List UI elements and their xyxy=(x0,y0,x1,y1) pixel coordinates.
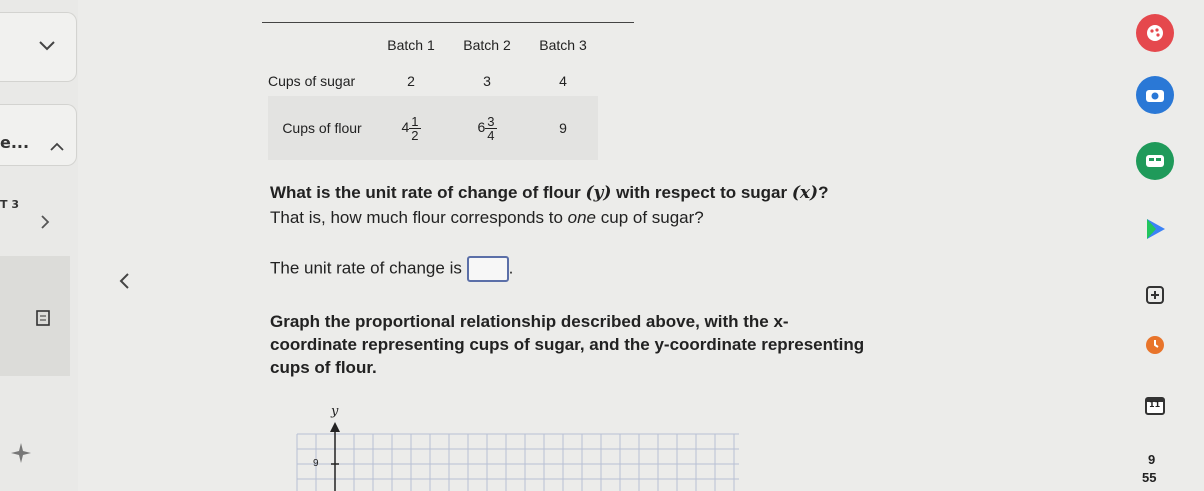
rail-number-55: 55 xyxy=(1142,470,1157,485)
y-axis-label: y xyxy=(331,404,339,419)
graph-prompt-line: cups of flour. xyxy=(270,358,377,377)
table-top-rule xyxy=(262,22,634,23)
document-edit-icon[interactable] xyxy=(36,310,50,330)
palette-icon[interactable] xyxy=(1136,14,1174,52)
chevron-up-icon[interactable] xyxy=(50,137,64,156)
left-card-dropdown[interactable] xyxy=(0,12,77,82)
table-cell: 9 xyxy=(559,120,567,136)
y-axis-arrow-icon xyxy=(330,422,340,432)
fraction-numerator: 1 xyxy=(411,113,419,129)
collapse-panel-chevron-left-icon[interactable] xyxy=(118,272,130,294)
play-icon[interactable] xyxy=(1136,210,1174,248)
unit-rate-answer-input[interactable] xyxy=(467,256,509,282)
question-text: That is, how much flour corresponds to xyxy=(270,208,568,227)
answer-period: . xyxy=(508,258,514,278)
sparkle-icon xyxy=(10,442,32,468)
table-header-batch-2: Batch 2 xyxy=(463,37,511,53)
graph-prompt xyxy=(270,310,864,379)
table-cell: 4 xyxy=(559,73,567,89)
answer-prompt: The unit rate of change is xyxy=(270,258,462,278)
table-header-batch-1: Batch 1 xyxy=(387,37,435,53)
batch-table xyxy=(268,24,598,160)
table-row-label: Cups of flour xyxy=(282,120,362,136)
fraction-numerator: 3 xyxy=(487,113,495,129)
table-cell: 3 xyxy=(483,73,491,89)
fraction xyxy=(485,115,496,142)
chevron-right-icon[interactable] xyxy=(40,214,50,233)
left-card-section[interactable] xyxy=(0,104,77,166)
graph-prompt-line: coordinate representing cups of sugar, and the y-coordinate representing xyxy=(270,335,865,354)
question-text: ? xyxy=(818,183,829,202)
rail-number-9: 9 xyxy=(1148,452,1156,467)
table-header-batch-3: Batch 3 xyxy=(539,37,587,53)
emphasis-one: one xyxy=(567,208,597,227)
table-row-sugar xyxy=(268,66,598,96)
table-cell: 2 xyxy=(407,73,415,89)
calendar-day-badge: 11 xyxy=(1149,400,1161,409)
variable-y: (y) xyxy=(585,183,612,203)
coordinate-grid[interactable] xyxy=(295,420,741,491)
answer-line xyxy=(270,256,513,282)
table-cell-mixed-number xyxy=(446,96,528,160)
table-header-empty xyxy=(268,24,376,66)
timer-icon[interactable] xyxy=(1136,326,1174,364)
question-text: What is the unit rate of change of flour xyxy=(270,183,586,202)
right-tool-rail xyxy=(1112,0,1204,491)
mixed-whole: 6 xyxy=(477,118,486,135)
part-label: T 3 xyxy=(0,198,19,211)
fraction-denominator: 4 xyxy=(487,127,495,143)
variable-x: (x) xyxy=(791,183,819,203)
chevron-down-icon[interactable] xyxy=(38,37,56,56)
table-row-flour xyxy=(268,96,598,160)
table-header-row xyxy=(268,24,598,66)
camera-icon[interactable] xyxy=(1136,76,1174,114)
y-tick-label: 9 xyxy=(313,458,319,469)
question-text: cup of sugar? xyxy=(596,208,704,227)
graph-prompt-line: Graph the proportional relationship described above, with the x- xyxy=(270,312,789,331)
left-highlight-card[interactable] xyxy=(0,256,70,376)
question-line-2 xyxy=(270,208,704,228)
keyboard-icon[interactable] xyxy=(1136,142,1174,180)
add-screen-icon[interactable] xyxy=(1136,276,1174,314)
fraction-denominator: 2 xyxy=(411,127,419,143)
question-text: with respect to sugar xyxy=(611,183,792,202)
fraction xyxy=(409,115,420,142)
question-line-1 xyxy=(270,183,828,203)
mixed-whole: 4 xyxy=(401,118,410,135)
table-cell-mixed-number xyxy=(376,96,446,160)
left-panel xyxy=(0,0,78,491)
table-row-label: Cups of sugar xyxy=(268,73,356,89)
section-title-truncated: e... xyxy=(0,133,30,152)
